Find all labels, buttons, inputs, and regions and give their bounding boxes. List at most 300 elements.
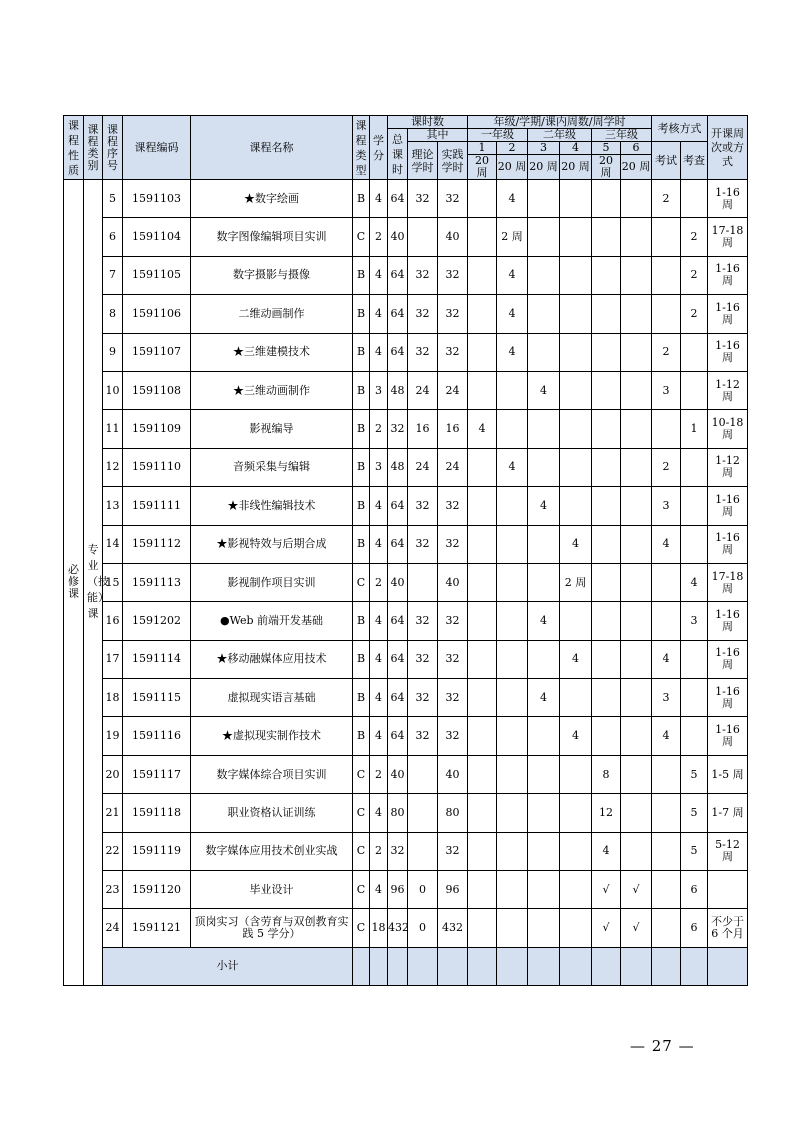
cell-open-weeks <box>708 871 748 909</box>
subtotal-cell <box>468 947 497 985</box>
cell-practice: 16 <box>438 410 468 448</box>
cell-practice: 32 <box>438 640 468 678</box>
group-course-nature: 必修课 <box>64 180 84 986</box>
cell-total: 64 <box>388 602 408 640</box>
cell-sem4 <box>560 871 592 909</box>
subtotal-cell <box>621 947 652 985</box>
cell-sem3 <box>528 909 560 947</box>
cell-name: ★虚拟现实制作技术 <box>191 717 353 755</box>
cell-theory: 32 <box>408 525 438 563</box>
cell-theory: 32 <box>408 333 438 371</box>
table-row <box>64 602 748 640</box>
table-row <box>64 640 748 678</box>
cell-sem4 <box>560 256 592 294</box>
cell-name: ★影视特效与后期合成 <box>191 525 353 563</box>
cell-practice: 32 <box>438 717 468 755</box>
cell-sem5 <box>592 525 621 563</box>
cell-sem1 <box>468 909 497 947</box>
table-row <box>64 218 748 256</box>
cell-sem1 <box>468 832 497 870</box>
cell-type: B <box>353 640 370 678</box>
cell-exam: 4 <box>652 525 681 563</box>
cell-check <box>681 487 708 525</box>
cell-type: C <box>353 832 370 870</box>
cell-sem4: 4 <box>560 640 592 678</box>
header-weeks: 20 周 <box>592 155 621 180</box>
cell-practice: 432 <box>438 909 468 947</box>
cell-code: 1591113 <box>123 563 191 601</box>
cell-sem3 <box>528 410 560 448</box>
cell-sem2 <box>497 640 528 678</box>
cell-practice: 32 <box>438 256 468 294</box>
cell-credit: 2 <box>370 563 388 601</box>
cell-sem3: 4 <box>528 371 560 409</box>
cell-theory: 32 <box>408 679 438 717</box>
cell-credit: 4 <box>370 602 388 640</box>
subtotal-cell <box>497 947 528 985</box>
cell-name: ★移动融媒体应用技术 <box>191 640 353 678</box>
cell-exam <box>652 832 681 870</box>
header-weeks: 20 周 <box>497 155 528 180</box>
cell-practice: 32 <box>438 832 468 870</box>
cell-type: B <box>353 525 370 563</box>
cell-seq: 9 <box>103 333 123 371</box>
cell-sem1 <box>468 640 497 678</box>
cell-sem4: 4 <box>560 717 592 755</box>
cell-sem4 <box>560 755 592 793</box>
cell-sem1 <box>468 525 497 563</box>
cell-exam <box>652 563 681 601</box>
cell-sem2: 4 <box>497 180 528 218</box>
header-assessment-group: 考核方式 <box>652 116 708 142</box>
cell-name: 毕业设计 <box>191 871 353 909</box>
cell-sem5: 8 <box>592 755 621 793</box>
cell-sem1 <box>468 218 497 256</box>
cell-check: 4 <box>681 563 708 601</box>
cell-sem6 <box>621 525 652 563</box>
cell-sem5 <box>592 218 621 256</box>
cell-seq: 16 <box>103 602 123 640</box>
cell-theory <box>408 794 438 832</box>
cell-exam: 4 <box>652 717 681 755</box>
cell-type: C <box>353 563 370 601</box>
header-year3: 三年级 <box>592 129 652 142</box>
header-year2: 二年级 <box>528 129 592 142</box>
cell-seq: 10 <box>103 371 123 409</box>
table-row <box>64 333 748 371</box>
cell-total: 48 <box>388 448 408 486</box>
cell-exam: 4 <box>652 640 681 678</box>
table-row <box>64 371 748 409</box>
cell-open-weeks: 1-16 周 <box>708 256 748 294</box>
cell-credit: 4 <box>370 256 388 294</box>
cell-sem6: √ <box>621 909 652 947</box>
cell-type: B <box>353 295 370 333</box>
header-year1: 一年级 <box>468 129 528 142</box>
cell-sem1 <box>468 717 497 755</box>
cell-theory: 32 <box>408 295 438 333</box>
cell-sem3: 4 <box>528 679 560 717</box>
cell-name: 虚拟现实语言基础 <box>191 679 353 717</box>
cell-credit: 2 <box>370 218 388 256</box>
cell-code: 1591114 <box>123 640 191 678</box>
cell-sem4 <box>560 832 592 870</box>
cell-check: 3 <box>681 602 708 640</box>
cell-name: 职业资格认证训练 <box>191 794 353 832</box>
cell-exam <box>652 295 681 333</box>
cell-sem5 <box>592 295 621 333</box>
cell-theory <box>408 755 438 793</box>
cell-sem1 <box>468 333 497 371</box>
subtotal-label: 小计 <box>103 947 353 985</box>
curriculum-table <box>63 115 748 986</box>
cell-sem2 <box>497 487 528 525</box>
cell-sem6 <box>621 755 652 793</box>
cell-sem4 <box>560 487 592 525</box>
cell-sem1 <box>468 871 497 909</box>
header-total-hours: 总课时 <box>388 129 408 180</box>
header-weeks: 20 周 <box>468 155 497 180</box>
cell-type: B <box>353 602 370 640</box>
cell-practice: 32 <box>438 525 468 563</box>
cell-total: 48 <box>388 371 408 409</box>
cell-open-weeks: 1-16 周 <box>708 602 748 640</box>
cell-sem4: 4 <box>560 525 592 563</box>
cell-sem5 <box>592 256 621 294</box>
cell-sem6 <box>621 218 652 256</box>
cell-practice: 32 <box>438 180 468 218</box>
header-weeks: 20 周 <box>560 155 592 180</box>
cell-total: 40 <box>388 563 408 601</box>
table-row <box>64 832 748 870</box>
cell-name: 二维动画制作 <box>191 295 353 333</box>
cell-theory: 32 <box>408 487 438 525</box>
subtotal-cell <box>708 947 748 985</box>
cell-seq: 5 <box>103 180 123 218</box>
header-open-weeks: 开课周次或方式 <box>708 116 748 180</box>
subtotal-cell <box>652 947 681 985</box>
cell-practice: 24 <box>438 448 468 486</box>
cell-sem2: 4 <box>497 256 528 294</box>
cell-total: 64 <box>388 295 408 333</box>
cell-sem2 <box>497 832 528 870</box>
cell-sem2 <box>497 909 528 947</box>
table-row <box>64 256 748 294</box>
cell-sem5: 4 <box>592 832 621 870</box>
header-credits: 学分 <box>370 116 388 180</box>
cell-sem2: 4 <box>497 295 528 333</box>
cell-exam <box>652 602 681 640</box>
cell-code: 1591111 <box>123 487 191 525</box>
cell-practice: 32 <box>438 679 468 717</box>
cell-sem2 <box>497 755 528 793</box>
cell-total: 80 <box>388 794 408 832</box>
cell-sem1 <box>468 295 497 333</box>
cell-name: 音频采集与编辑 <box>191 448 353 486</box>
cell-practice: 24 <box>438 371 468 409</box>
cell-code: 1591108 <box>123 371 191 409</box>
header-semester: 5 <box>592 142 621 155</box>
cell-open-weeks: 1-16 周 <box>708 717 748 755</box>
cell-open-weeks: 1-7 周 <box>708 794 748 832</box>
cell-credit: 4 <box>370 717 388 755</box>
cell-sem4 <box>560 218 592 256</box>
cell-type: B <box>353 256 370 294</box>
cell-type: B <box>353 371 370 409</box>
cell-code: 1591121 <box>123 909 191 947</box>
cell-theory: 16 <box>408 410 438 448</box>
cell-total: 64 <box>388 180 408 218</box>
cell-code: 1591118 <box>123 794 191 832</box>
cell-practice: 32 <box>438 487 468 525</box>
cell-sem4 <box>560 448 592 486</box>
cell-credit: 2 <box>370 410 388 448</box>
cell-type: B <box>353 717 370 755</box>
header-semester: 3 <box>528 142 560 155</box>
subtotal-cell <box>438 947 468 985</box>
cell-sem2 <box>497 525 528 563</box>
cell-code: 1591109 <box>123 410 191 448</box>
header-of-which: 其中 <box>408 129 468 142</box>
cell-exam <box>652 256 681 294</box>
table-row <box>64 717 748 755</box>
cell-exam <box>652 410 681 448</box>
cell-total: 64 <box>388 717 408 755</box>
cell-check: 2 <box>681 256 708 294</box>
cell-sem3 <box>528 640 560 678</box>
cell-sem3 <box>528 256 560 294</box>
cell-total: 64 <box>388 679 408 717</box>
cell-check <box>681 525 708 563</box>
cell-credit: 2 <box>370 755 388 793</box>
cell-sem2: 2 周 <box>497 218 528 256</box>
table-row <box>64 525 748 563</box>
cell-type: B <box>353 679 370 717</box>
cell-sem4 <box>560 371 592 409</box>
cell-type: C <box>353 794 370 832</box>
cell-code: 1591106 <box>123 295 191 333</box>
cell-total: 32 <box>388 832 408 870</box>
cell-total: 64 <box>388 256 408 294</box>
cell-open-weeks: 1-16 周 <box>708 679 748 717</box>
cell-check <box>681 448 708 486</box>
subtotal-cell <box>560 947 592 985</box>
cell-sem5 <box>592 602 621 640</box>
cell-open-weeks: 17-18 周 <box>708 563 748 601</box>
cell-name: 影视制作项目实训 <box>191 563 353 601</box>
subtotal-cell <box>353 947 370 985</box>
cell-credit: 4 <box>370 679 388 717</box>
cell-sem6 <box>621 410 652 448</box>
cell-total: 64 <box>388 640 408 678</box>
cell-credit: 4 <box>370 640 388 678</box>
header-semester: 6 <box>621 142 652 155</box>
cell-seq: 20 <box>103 755 123 793</box>
cell-type: C <box>353 755 370 793</box>
cell-theory: 32 <box>408 602 438 640</box>
cell-theory: 24 <box>408 448 438 486</box>
cell-code: 1591105 <box>123 256 191 294</box>
cell-total: 32 <box>388 410 408 448</box>
cell-theory: 0 <box>408 909 438 947</box>
cell-check <box>681 180 708 218</box>
cell-theory <box>408 563 438 601</box>
cell-check: 2 <box>681 295 708 333</box>
cell-seq: 6 <box>103 218 123 256</box>
cell-type: B <box>353 333 370 371</box>
cell-sem2 <box>497 794 528 832</box>
cell-sem1 <box>468 679 497 717</box>
cell-sem4 <box>560 794 592 832</box>
subtotal-row <box>64 947 748 985</box>
cell-open-weeks: 1-12 周 <box>708 448 748 486</box>
cell-practice: 40 <box>438 563 468 601</box>
cell-check: 1 <box>681 410 708 448</box>
cell-exam <box>652 871 681 909</box>
cell-check <box>681 679 708 717</box>
cell-sem6 <box>621 487 652 525</box>
cell-sem2 <box>497 871 528 909</box>
cell-practice: 32 <box>438 333 468 371</box>
table-row <box>64 755 748 793</box>
cell-sem1 <box>468 602 497 640</box>
cell-sem6 <box>621 832 652 870</box>
cell-theory <box>408 218 438 256</box>
group-course-category: 专业（技能）课 <box>84 180 103 986</box>
cell-credit: 4 <box>370 871 388 909</box>
cell-exam: 2 <box>652 333 681 371</box>
cell-code: 1591115 <box>123 679 191 717</box>
cell-sem5 <box>592 487 621 525</box>
cell-sem5: 12 <box>592 794 621 832</box>
cell-seq: 12 <box>103 448 123 486</box>
cell-sem5 <box>592 448 621 486</box>
cell-sem1 <box>468 563 497 601</box>
cell-credit: 18 <box>370 909 388 947</box>
cell-sem3 <box>528 755 560 793</box>
cell-seq: 23 <box>103 871 123 909</box>
cell-code: 1591104 <box>123 218 191 256</box>
cell-theory <box>408 832 438 870</box>
cell-exam: 3 <box>652 371 681 409</box>
page-number: — 27 — <box>630 1037 695 1055</box>
cell-open-weeks: 不少于 6 个月 <box>708 909 748 947</box>
cell-open-weeks: 1-12 周 <box>708 371 748 409</box>
cell-sem6 <box>621 563 652 601</box>
header-semester: 4 <box>560 142 592 155</box>
cell-type: B <box>353 410 370 448</box>
cell-check: 5 <box>681 794 708 832</box>
cell-sem2: 4 <box>497 333 528 371</box>
cell-total: 96 <box>388 871 408 909</box>
cell-sem1 <box>468 794 497 832</box>
cell-seq: 19 <box>103 717 123 755</box>
cell-exam <box>652 794 681 832</box>
cell-sem3 <box>528 218 560 256</box>
cell-type: C <box>353 871 370 909</box>
cell-name: ★数字绘画 <box>191 180 353 218</box>
cell-sem6 <box>621 640 652 678</box>
cell-seq: 11 <box>103 410 123 448</box>
cell-practice: 32 <box>438 602 468 640</box>
header-semester: 1 <box>468 142 497 155</box>
cell-name: ★三维动画制作 <box>191 371 353 409</box>
table-row <box>64 180 748 218</box>
cell-sem6 <box>621 448 652 486</box>
cell-sem2 <box>497 371 528 409</box>
cell-check <box>681 717 708 755</box>
cell-practice: 96 <box>438 871 468 909</box>
cell-open-weeks: 1-16 周 <box>708 333 748 371</box>
cell-check: 2 <box>681 218 708 256</box>
cell-code: 1591117 <box>123 755 191 793</box>
cell-total: 40 <box>388 218 408 256</box>
cell-theory: 0 <box>408 871 438 909</box>
cell-sem3 <box>528 794 560 832</box>
cell-sem5: √ <box>592 909 621 947</box>
cell-sem1: 4 <box>468 410 497 448</box>
cell-credit: 4 <box>370 180 388 218</box>
cell-sem1 <box>468 371 497 409</box>
cell-check: 5 <box>681 755 708 793</box>
table-row <box>64 487 748 525</box>
cell-seq: 18 <box>103 679 123 717</box>
cell-total: 432 <box>388 909 408 947</box>
cell-sem5 <box>592 180 621 218</box>
header-weeks: 20 周 <box>621 155 652 180</box>
cell-sem6 <box>621 717 652 755</box>
cell-seq: 13 <box>103 487 123 525</box>
header-weeks: 20 周 <box>528 155 560 180</box>
cell-open-weeks: 1-16 周 <box>708 295 748 333</box>
header-schedule-group: 年级/学期/课内周数/周学时 <box>468 116 652 129</box>
header-course-category: 课程类别 <box>84 116 103 180</box>
cell-name: ●Web 前端开发基础 <box>191 602 353 640</box>
cell-total: 64 <box>388 333 408 371</box>
cell-credit: 4 <box>370 295 388 333</box>
cell-sem1 <box>468 487 497 525</box>
cell-exam: 3 <box>652 679 681 717</box>
cell-sem4 <box>560 333 592 371</box>
cell-open-weeks: 1-16 周 <box>708 525 748 563</box>
cell-code: 1591119 <box>123 832 191 870</box>
cell-practice: 80 <box>438 794 468 832</box>
cell-name: 数字媒体综合项目实训 <box>191 755 353 793</box>
cell-seq: 24 <box>103 909 123 947</box>
cell-name: 影视编导 <box>191 410 353 448</box>
cell-credit: 4 <box>370 794 388 832</box>
table-row <box>64 679 748 717</box>
cell-sem6 <box>621 295 652 333</box>
cell-theory: 32 <box>408 717 438 755</box>
cell-total: 64 <box>388 487 408 525</box>
cell-name: 数字图像编辑项目实训 <box>191 218 353 256</box>
cell-total: 40 <box>388 755 408 793</box>
cell-sem5 <box>592 371 621 409</box>
cell-open-weeks: 5-12 周 <box>708 832 748 870</box>
header-practice-hours: 实践学时 <box>438 142 468 180</box>
cell-exam <box>652 218 681 256</box>
subtotal-cell <box>370 947 388 985</box>
cell-check: 6 <box>681 871 708 909</box>
cell-practice: 32 <box>438 295 468 333</box>
cell-sem3: 4 <box>528 487 560 525</box>
cell-exam: 3 <box>652 487 681 525</box>
cell-theory: 32 <box>408 640 438 678</box>
cell-sem4 <box>560 909 592 947</box>
cell-sem2: 4 <box>497 448 528 486</box>
cell-sem4: 2 周 <box>560 563 592 601</box>
